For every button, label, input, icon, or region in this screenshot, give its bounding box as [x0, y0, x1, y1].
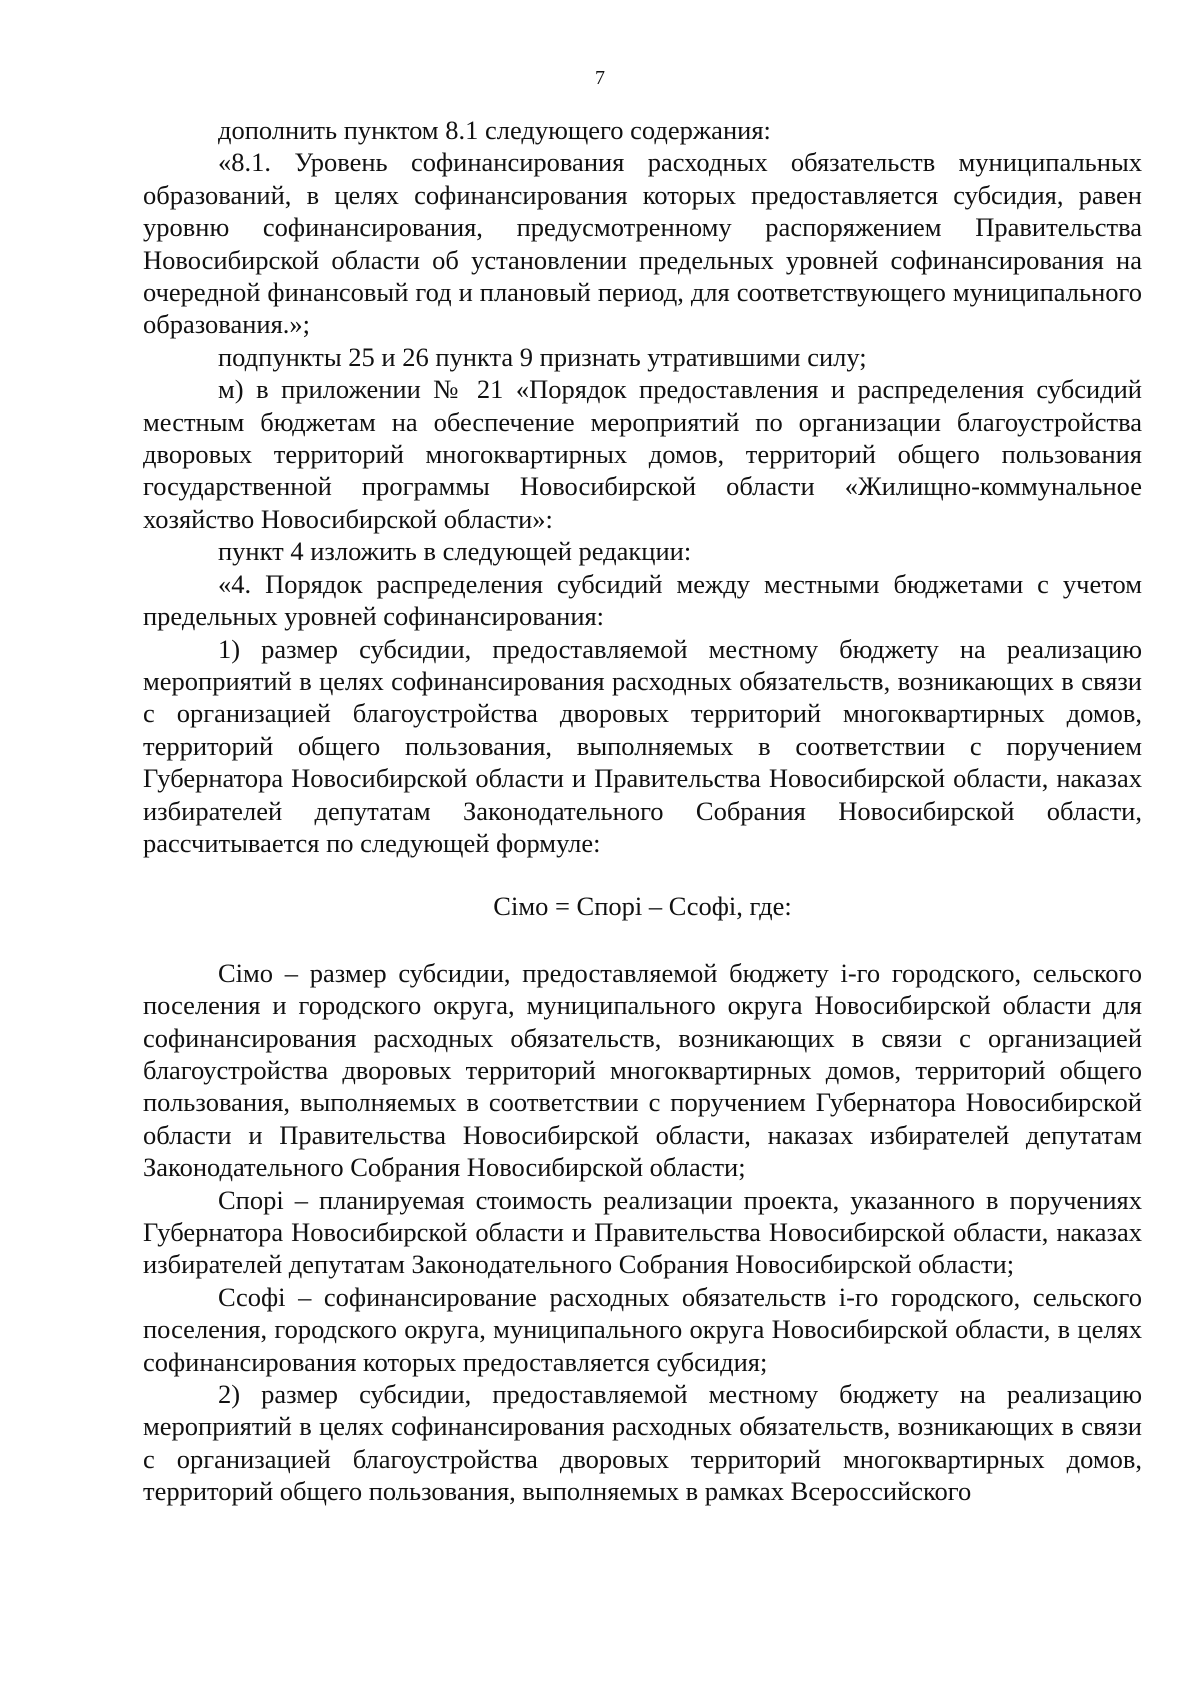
paragraph: 2) размер субсидии, предоставляемой местному бюджету на реализацию мероприятий в целях софинансирования расходных обязательств, возникающих в связи с организацией благоустройства дворовых территорий многоквартирных домов, территорий общего пользования, выполняемых в рамках Всероссийского	[143, 1379, 1142, 1507]
definition-paragraph: Спорi – планируемая стоимость реализации проекта, указанного в поручениях Губернатора Новосибирской области и Правительства Новосибирской области, наказах избирателей депутатам Законодательного Собрания Новосибирской области;	[143, 1184, 1142, 1280]
paragraph: 1) размер субсидии, предоставляемой местному бюджету на реализацию мероприятий в целях софинансирования расходных обязательств, возникающих в связи с организацией благоустройства дворовых территорий многоквартирных домов, территорий общего пользования, выполняемых в соответствии с поручением Губернатора Новосибирской области и Правительства Новосибирской области, наказах избирателей депутатам Законодательного Собрания Новосибирской области, рассчитывается по следующей формуле:	[143, 633, 1142, 858]
formula: Сiмо = Спорi – Ссофi, где:	[493, 891, 792, 922]
document-body	[143, 114, 1142, 1508]
definition-paragraph: Ссофi – софинансирование расходных обязательств i-го городского, сельского поселения, городского округа, муниципального округа Новосибирской области, в целях софинансирования которых предоставляется субсидия;	[143, 1281, 1142, 1377]
paragraph: пункт 4 изложить в следующей редакции:	[218, 536, 692, 567]
paragraph: подпункты 25 и 26 пункта 9 признать утратившими силу;	[218, 341, 867, 372]
definition-paragraph: Сiмо – размер субсидии, предоставляемой бюджету i-го городского, сельского поселения и городского округа, муниципального округа Новосибирской области для софинансирования расходных обязательств, возникающих в связи с организацией благоустройства дворовых территорий многоквартирных домов, территорий общего пользования, выполняемых в соответствии с поручением Губернатора Новосибирской области и Правительства Новосибирской области, наказах избирателей депутатам Законодательного Собрания Новосибирской области;	[143, 957, 1142, 1183]
paragraph: «8.1. Уровень софинансирования расходных обязательств муниципальных образований, в целях софинансирования которых предоставляется субсидия, равен уровню софинансирования, предусмотренному распоряжением Правительства Новосибирской области об установлении предельных уровней софинансирования на очередной финансовый год и плановый период, для соответствующего муниципального образования.»;	[143, 147, 1142, 340]
paragraph: м) в приложении № 21 «Порядок предоставления и распределения субсидий местным бюджетам на обеспечение мероприятий по организации благоустройства дворовых территорий многоквартирных домов, территорий общего пользования государственной программы Новосибирской области «Жилищно-коммунальное хозяйство Новосибирской области»:	[143, 374, 1142, 534]
page-number: 7	[595, 67, 605, 89]
paragraph: дополнить пунктом 8.1 следующего содержания:	[218, 115, 771, 145]
paragraph: «4. Порядок распределения субсидий между местными бюджетами с учетом предельных уровней софинансирования:	[143, 568, 1142, 632]
